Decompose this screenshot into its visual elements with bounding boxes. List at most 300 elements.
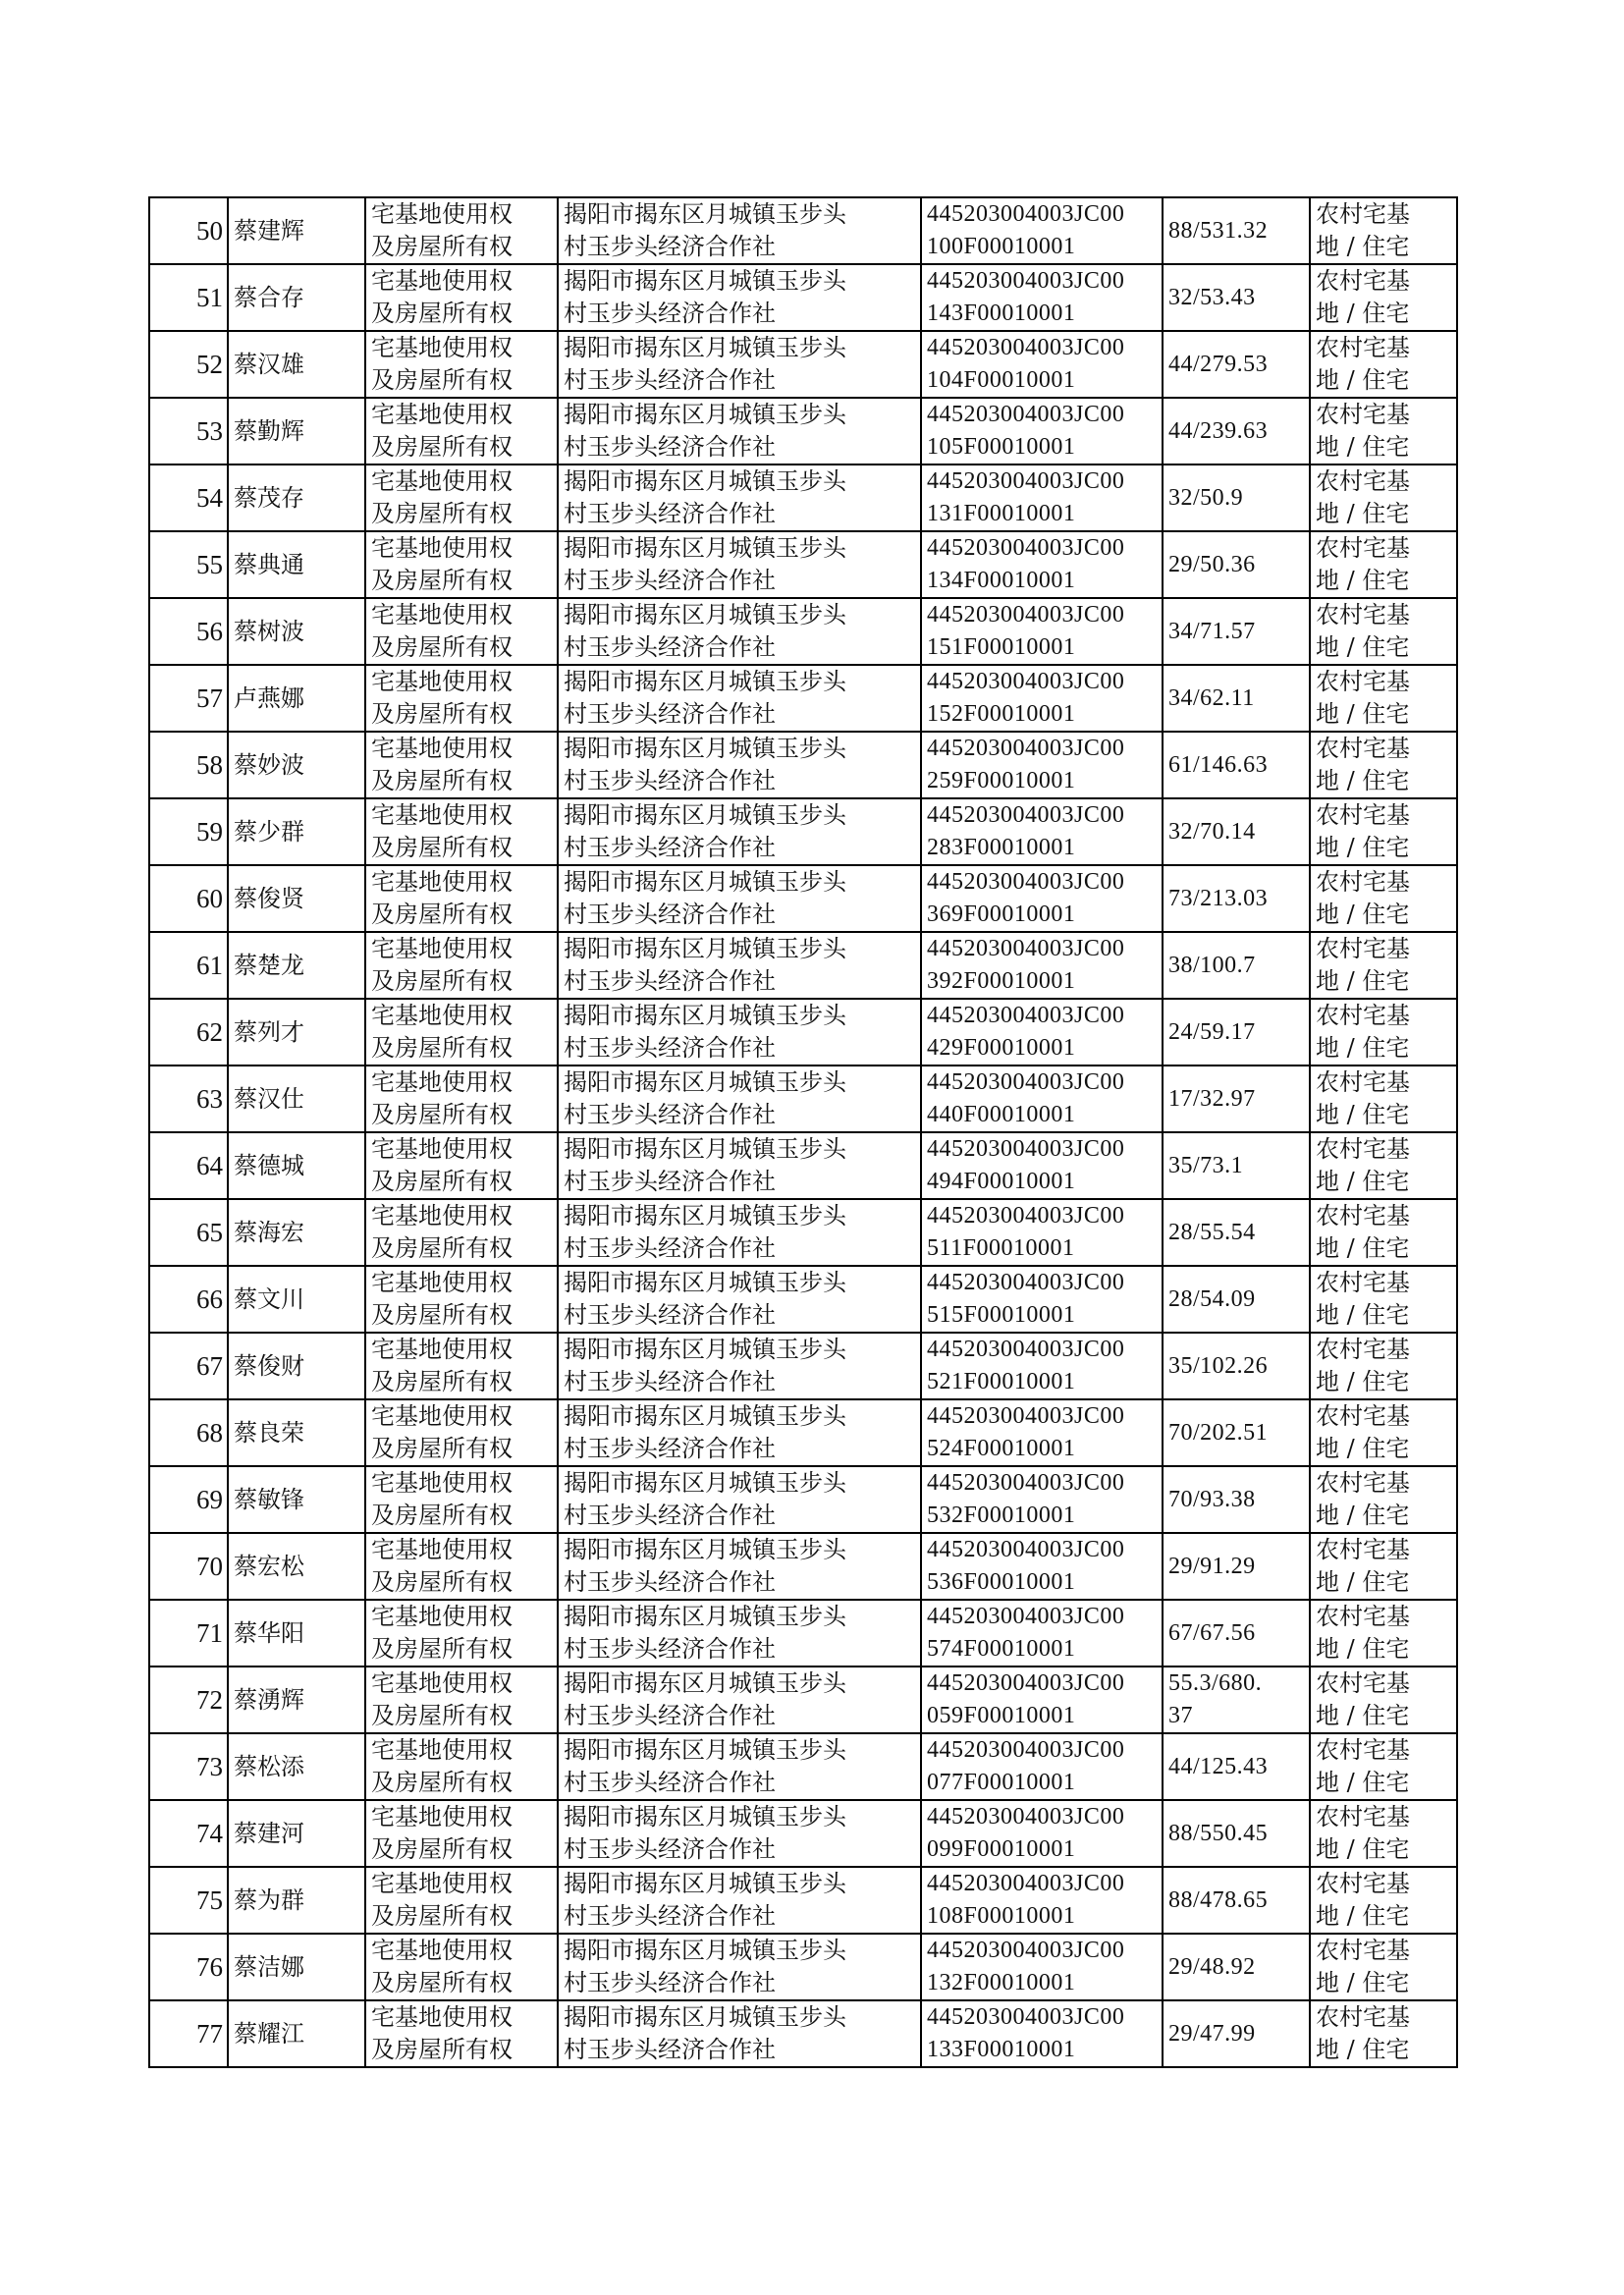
unit-code-line: 532F00010001 bbox=[927, 1503, 1076, 1528]
land-use-line: 农村宅基 bbox=[1316, 668, 1410, 695]
row-number-cell: 57 bbox=[149, 665, 228, 732]
unit-code-line: 445203004003JC00 bbox=[927, 201, 1125, 227]
land-use-line: 地 / 住宅 bbox=[1316, 1902, 1410, 1930]
unit-code-cell bbox=[921, 398, 1163, 464]
holder-name-cell: 蔡德城 bbox=[228, 1132, 365, 1199]
land-owner-cell bbox=[558, 1266, 921, 1333]
land-use-cell bbox=[1310, 1667, 1457, 1733]
unit-code-cell bbox=[921, 1800, 1163, 1867]
land-owner-cell bbox=[558, 1466, 921, 1533]
unit-code-line: 429F00010001 bbox=[927, 1035, 1076, 1061]
land-owner-line: 揭阳市揭东区月城镇玉步头 bbox=[564, 200, 846, 228]
row-number-cell: 77 bbox=[149, 2000, 228, 2067]
unit-code-cell bbox=[921, 1199, 1163, 1266]
land-use-line: 地 / 住宅 bbox=[1316, 1034, 1410, 1062]
land-use-line: 地 / 住宅 bbox=[1316, 1969, 1410, 1996]
unit-code-line: 521F00010001 bbox=[927, 1369, 1076, 1394]
right-type-line: 宅基地使用权 bbox=[371, 668, 513, 695]
area-line: 44/239.63 bbox=[1168, 417, 1269, 444]
land-use-line: 地 / 住宅 bbox=[1316, 1702, 1410, 1729]
land-owner-line: 村玉步头经济合作社 bbox=[564, 1769, 776, 1796]
holder-name-cell: 蔡湧辉 bbox=[228, 1667, 365, 1733]
table-row bbox=[149, 665, 1457, 732]
area-cell bbox=[1163, 464, 1310, 531]
holder-name-cell: 蔡华阳 bbox=[228, 1600, 365, 1667]
land-owner-line: 揭阳市揭东区月城镇玉步头 bbox=[564, 534, 846, 562]
land-owner-line: 村玉步头经济合作社 bbox=[564, 633, 776, 661]
land-use-cell bbox=[1310, 999, 1457, 1066]
unit-code-cell bbox=[921, 1733, 1163, 1800]
table-row bbox=[149, 865, 1457, 932]
table-row bbox=[149, 1600, 1457, 1667]
row-number-cell: 53 bbox=[149, 398, 228, 464]
area-line: 35/102.26 bbox=[1168, 1352, 1269, 1379]
table-row bbox=[149, 1333, 1457, 1399]
land-owner-line: 村玉步头经济合作社 bbox=[564, 233, 776, 260]
unit-code-cell bbox=[921, 999, 1163, 1066]
unit-code-line: 445203004003JC00 bbox=[927, 1136, 1125, 1162]
right-type-cell bbox=[365, 1667, 558, 1733]
holder-name-cell: 蔡耀江 bbox=[228, 2000, 365, 2067]
land-owner-line: 村玉步头经济合作社 bbox=[564, 1902, 776, 1930]
right-type-cell bbox=[365, 1066, 558, 1132]
table-row bbox=[149, 197, 1457, 264]
right-type-line: 宅基地使用权 bbox=[371, 2003, 513, 2031]
unit-code-cell bbox=[921, 197, 1163, 264]
area-line: 88/531.32 bbox=[1168, 217, 1269, 244]
table-row bbox=[149, 1733, 1457, 1800]
unit-code-cell bbox=[921, 464, 1163, 531]
right-type-line: 及房屋所有权 bbox=[371, 1902, 513, 1930]
row-number-cell: 62 bbox=[149, 999, 228, 1066]
land-owner-cell bbox=[558, 865, 921, 932]
area-cell bbox=[1163, 1066, 1310, 1132]
land-owner-line: 村玉步头经济合作社 bbox=[564, 300, 776, 327]
unit-code-line: 151F00010001 bbox=[927, 634, 1076, 660]
holder-name-cell: 蔡俊财 bbox=[228, 1333, 365, 1399]
right-type-cell bbox=[365, 2000, 558, 2067]
area-line: 29/50.36 bbox=[1168, 551, 1256, 577]
unit-code-cell bbox=[921, 2000, 1163, 2067]
land-owner-line: 村玉步头经济合作社 bbox=[564, 834, 776, 861]
table-row bbox=[149, 1132, 1457, 1199]
land-owner-line: 村玉步头经济合作社 bbox=[564, 567, 776, 594]
table-row bbox=[149, 1266, 1457, 1333]
right-type-line: 及房屋所有权 bbox=[371, 834, 513, 861]
right-type-line: 宅基地使用权 bbox=[371, 1536, 513, 1563]
right-type-line: 及房屋所有权 bbox=[371, 1234, 513, 1262]
row-number-cell: 68 bbox=[149, 1399, 228, 1466]
unit-code-cell bbox=[921, 932, 1163, 999]
unit-code-line: 445203004003JC00 bbox=[927, 1069, 1125, 1095]
holder-name-cell: 蔡勤辉 bbox=[228, 398, 365, 464]
area-line: 38/100.7 bbox=[1168, 952, 1256, 978]
area-line: 28/54.09 bbox=[1168, 1285, 1256, 1312]
land-use-line: 地 / 住宅 bbox=[1316, 1835, 1410, 1863]
right-type-line: 宅基地使用权 bbox=[371, 601, 513, 628]
land-owner-cell bbox=[558, 1600, 921, 1667]
land-use-cell bbox=[1310, 1466, 1457, 1533]
unit-code-line: 132F00010001 bbox=[927, 1970, 1076, 1995]
land-use-line: 地 / 住宅 bbox=[1316, 233, 1410, 260]
right-type-line: 宅基地使用权 bbox=[371, 868, 513, 896]
unit-code-cell bbox=[921, 732, 1163, 798]
land-use-line: 农村宅基 bbox=[1316, 868, 1410, 896]
area-cell bbox=[1163, 1600, 1310, 1667]
land-use-line: 农村宅基 bbox=[1316, 1202, 1410, 1229]
right-type-line: 宅基地使用权 bbox=[371, 1603, 513, 1630]
right-type-line: 及房屋所有权 bbox=[371, 300, 513, 327]
row-number-cell: 58 bbox=[149, 732, 228, 798]
unit-code-line: 131F00010001 bbox=[927, 501, 1076, 526]
unit-code-line: 445203004003JC00 bbox=[927, 1470, 1125, 1496]
holder-name-cell: 蔡树波 bbox=[228, 598, 365, 665]
right-type-line: 及房屋所有权 bbox=[371, 901, 513, 928]
land-owner-line: 村玉步头经济合作社 bbox=[564, 1702, 776, 1729]
area-cell bbox=[1163, 1266, 1310, 1333]
right-type-line: 宅基地使用权 bbox=[371, 1736, 513, 1764]
table-row bbox=[149, 331, 1457, 398]
land-use-cell bbox=[1310, 531, 1457, 598]
land-owner-line: 揭阳市揭东区月城镇玉步头 bbox=[564, 334, 846, 361]
right-type-cell bbox=[365, 531, 558, 598]
row-number-cell: 76 bbox=[149, 1934, 228, 2000]
right-type-line: 宅基地使用权 bbox=[371, 334, 513, 361]
land-use-cell bbox=[1310, 1399, 1457, 1466]
unit-code-line: 133F00010001 bbox=[927, 2037, 1076, 2062]
land-use-line: 农村宅基 bbox=[1316, 1135, 1410, 1163]
area-line: 44/125.43 bbox=[1168, 1753, 1269, 1779]
right-type-line: 及房屋所有权 bbox=[371, 1969, 513, 1996]
holder-name-cell: 蔡典通 bbox=[228, 531, 365, 598]
unit-code-line: 445203004003JC00 bbox=[927, 802, 1125, 828]
holder-name-cell: 卢燕娜 bbox=[228, 665, 365, 732]
right-type-cell bbox=[365, 331, 558, 398]
land-owner-line: 村玉步头经济合作社 bbox=[564, 700, 776, 728]
unit-code-cell bbox=[921, 1600, 1163, 1667]
right-type-line: 及房屋所有权 bbox=[371, 1168, 513, 1195]
right-type-line: 及房屋所有权 bbox=[371, 1101, 513, 1128]
right-type-cell bbox=[365, 732, 558, 798]
land-owner-cell bbox=[558, 665, 921, 732]
land-owner-cell bbox=[558, 331, 921, 398]
area-cell bbox=[1163, 1867, 1310, 1934]
right-type-cell bbox=[365, 1466, 558, 1533]
land-owner-line: 村玉步头经济合作社 bbox=[564, 1969, 776, 1996]
row-number-cell: 70 bbox=[149, 1533, 228, 1600]
area-line: 88/550.45 bbox=[1168, 1820, 1269, 1846]
unit-code-line: 445203004003JC00 bbox=[927, 1871, 1125, 1896]
area-line: 67/67.56 bbox=[1168, 1619, 1256, 1646]
area-line: 88/478.65 bbox=[1168, 1886, 1269, 1913]
right-type-line: 宅基地使用权 bbox=[371, 200, 513, 228]
land-use-line: 农村宅基 bbox=[1316, 1736, 1410, 1764]
land-use-cell bbox=[1310, 865, 1457, 932]
land-owner-line: 村玉步头经济合作社 bbox=[564, 500, 776, 527]
right-type-line: 及房屋所有权 bbox=[371, 366, 513, 394]
land-use-line: 地 / 住宅 bbox=[1316, 901, 1410, 928]
table-row bbox=[149, 1934, 1457, 2000]
right-type-line: 宅基地使用权 bbox=[371, 1803, 513, 1831]
land-owner-cell bbox=[558, 1800, 921, 1867]
land-owner-line: 揭阳市揭东区月城镇玉步头 bbox=[564, 1202, 846, 1229]
table-row bbox=[149, 598, 1457, 665]
land-owner-cell bbox=[558, 1667, 921, 1733]
unit-code-line: 077F00010001 bbox=[927, 1770, 1076, 1795]
row-number-cell: 59 bbox=[149, 798, 228, 865]
unit-code-line: 059F00010001 bbox=[927, 1703, 1076, 1728]
land-use-cell bbox=[1310, 2000, 1457, 2067]
unit-code-cell bbox=[921, 331, 1163, 398]
holder-name-cell: 蔡洁娜 bbox=[228, 1934, 365, 2000]
land-owner-line: 揭阳市揭东区月城镇玉步头 bbox=[564, 868, 846, 896]
holder-name-cell: 蔡楚龙 bbox=[228, 932, 365, 999]
table-row bbox=[149, 464, 1457, 531]
area-line: 34/62.11 bbox=[1168, 684, 1255, 711]
land-use-line: 地 / 住宅 bbox=[1316, 500, 1410, 527]
right-type-cell bbox=[365, 1399, 558, 1466]
area-cell bbox=[1163, 531, 1310, 598]
area-cell bbox=[1163, 1199, 1310, 1266]
right-type-line: 宅基地使用权 bbox=[371, 1669, 513, 1697]
registration-table bbox=[148, 196, 1458, 2068]
land-use-cell bbox=[1310, 1533, 1457, 1600]
unit-code-line: 100F00010001 bbox=[927, 234, 1076, 259]
right-type-line: 及房屋所有权 bbox=[371, 1368, 513, 1395]
right-type-cell bbox=[365, 1266, 558, 1333]
land-owner-cell bbox=[558, 197, 921, 264]
unit-code-line: 524F00010001 bbox=[927, 1436, 1076, 1461]
right-type-cell bbox=[365, 1867, 558, 1934]
land-use-line: 农村宅基 bbox=[1316, 267, 1410, 295]
area-line: 61/146.63 bbox=[1168, 751, 1269, 778]
land-use-cell bbox=[1310, 1199, 1457, 1266]
unit-code-cell bbox=[921, 531, 1163, 598]
table-row bbox=[149, 264, 1457, 331]
holder-name-cell: 蔡建河 bbox=[228, 1800, 365, 1867]
land-owner-line: 揭阳市揭东区月城镇玉步头 bbox=[564, 467, 846, 495]
area-line: 34/71.57 bbox=[1168, 618, 1256, 644]
land-owner-cell bbox=[558, 1333, 921, 1399]
land-owner-cell bbox=[558, 531, 921, 598]
unit-code-cell bbox=[921, 665, 1163, 732]
land-owner-line: 揭阳市揭东区月城镇玉步头 bbox=[564, 1336, 846, 1363]
land-owner-line: 揭阳市揭东区月城镇玉步头 bbox=[564, 1469, 846, 1497]
unit-code-line: 445203004003JC00 bbox=[927, 1537, 1125, 1562]
unit-code-line: 515F00010001 bbox=[927, 1302, 1076, 1328]
unit-code-line: 445203004003JC00 bbox=[927, 1270, 1125, 1295]
land-owner-line: 揭阳市揭东区月城镇玉步头 bbox=[564, 1269, 846, 1296]
land-owner-line: 揭阳市揭东区月城镇玉步头 bbox=[564, 735, 846, 762]
area-line: 32/50.9 bbox=[1168, 484, 1244, 511]
table-row bbox=[149, 1399, 1457, 1466]
area-cell bbox=[1163, 1733, 1310, 1800]
right-type-line: 宅基地使用权 bbox=[371, 1269, 513, 1296]
land-use-cell bbox=[1310, 197, 1457, 264]
land-owner-line: 村玉步头经济合作社 bbox=[564, 433, 776, 461]
holder-name-cell: 蔡为群 bbox=[228, 1867, 365, 1934]
unit-code-line: 494F00010001 bbox=[927, 1169, 1076, 1194]
land-owner-line: 村玉步头经济合作社 bbox=[564, 967, 776, 995]
area-cell bbox=[1163, 1399, 1310, 1466]
right-type-cell bbox=[365, 999, 558, 1066]
unit-code-cell bbox=[921, 1867, 1163, 1934]
land-owner-line: 村玉步头经济合作社 bbox=[564, 2036, 776, 2063]
area-line: 29/47.99 bbox=[1168, 2020, 1256, 2047]
row-number-cell: 75 bbox=[149, 1867, 228, 1934]
right-type-line: 及房屋所有权 bbox=[371, 633, 513, 661]
land-use-line: 农村宅基 bbox=[1316, 1803, 1410, 1831]
right-type-line: 及房屋所有权 bbox=[371, 1702, 513, 1729]
area-line: 70/202.51 bbox=[1168, 1419, 1269, 1446]
land-use-cell bbox=[1310, 665, 1457, 732]
unit-code-cell bbox=[921, 1533, 1163, 1600]
row-number-cell: 52 bbox=[149, 331, 228, 398]
right-type-cell bbox=[365, 932, 558, 999]
right-type-line: 宅基地使用权 bbox=[371, 1402, 513, 1430]
land-owner-cell bbox=[558, 1199, 921, 1266]
right-type-line: 宅基地使用权 bbox=[371, 1135, 513, 1163]
land-use-line: 地 / 住宅 bbox=[1316, 767, 1410, 794]
row-number-cell: 71 bbox=[149, 1600, 228, 1667]
right-type-line: 宅基地使用权 bbox=[371, 1068, 513, 1096]
table-row bbox=[149, 2000, 1457, 2067]
land-owner-line: 揭阳市揭东区月城镇玉步头 bbox=[564, 1736, 846, 1764]
land-use-cell bbox=[1310, 798, 1457, 865]
holder-name-cell: 蔡茂存 bbox=[228, 464, 365, 531]
row-number-cell: 63 bbox=[149, 1066, 228, 1132]
area-cell bbox=[1163, 798, 1310, 865]
unit-code-line: 445203004003JC00 bbox=[927, 535, 1125, 561]
unit-code-cell bbox=[921, 1132, 1163, 1199]
right-type-cell bbox=[365, 665, 558, 732]
land-owner-line: 揭阳市揭东区月城镇玉步头 bbox=[564, 668, 846, 695]
land-owner-line: 揭阳市揭东区月城镇玉步头 bbox=[564, 1002, 846, 1029]
land-owner-cell bbox=[558, 398, 921, 464]
unit-code-line: 511F00010001 bbox=[927, 1235, 1075, 1261]
land-use-cell bbox=[1310, 1066, 1457, 1132]
unit-code-line: 536F00010001 bbox=[927, 1569, 1076, 1595]
land-owner-line: 揭阳市揭东区月城镇玉步头 bbox=[564, 2003, 846, 2031]
land-use-line: 地 / 住宅 bbox=[1316, 1368, 1410, 1395]
land-use-cell bbox=[1310, 1867, 1457, 1934]
row-number-cell: 74 bbox=[149, 1800, 228, 1867]
land-use-line: 地 / 住宅 bbox=[1316, 1635, 1410, 1663]
land-owner-cell bbox=[558, 1867, 921, 1934]
area-cell bbox=[1163, 665, 1310, 732]
land-owner-line: 揭阳市揭东区月城镇玉步头 bbox=[564, 1536, 846, 1563]
unit-code-line: 445203004003JC00 bbox=[927, 1804, 1125, 1830]
table-row bbox=[149, 398, 1457, 464]
holder-name-cell: 蔡建辉 bbox=[228, 197, 365, 264]
holder-name-cell: 蔡松添 bbox=[228, 1733, 365, 1800]
unit-code-cell bbox=[921, 1333, 1163, 1399]
area-line: 32/70.14 bbox=[1168, 818, 1256, 845]
land-owner-line: 村玉步头经济合作社 bbox=[564, 901, 776, 928]
land-use-cell bbox=[1310, 598, 1457, 665]
land-use-line: 地 / 住宅 bbox=[1316, 1502, 1410, 1529]
land-use-line: 地 / 住宅 bbox=[1316, 1769, 1410, 1796]
land-use-line: 农村宅基 bbox=[1316, 1603, 1410, 1630]
right-type-line: 宅基地使用权 bbox=[371, 1202, 513, 1229]
land-owner-line: 村玉步头经济合作社 bbox=[564, 1435, 776, 1462]
row-number-cell: 69 bbox=[149, 1466, 228, 1533]
land-use-line: 地 / 住宅 bbox=[1316, 567, 1410, 594]
right-type-line: 宅基地使用权 bbox=[371, 735, 513, 762]
unit-code-cell bbox=[921, 1934, 1163, 2000]
right-type-line: 及房屋所有权 bbox=[371, 1635, 513, 1663]
table-row bbox=[149, 531, 1457, 598]
unit-code-line: 099F00010001 bbox=[927, 1836, 1076, 1862]
land-owner-line: 村玉步头经济合作社 bbox=[564, 1168, 776, 1195]
land-owner-line: 村玉步头经济合作社 bbox=[564, 1034, 776, 1062]
land-use-line: 地 / 住宅 bbox=[1316, 2036, 1410, 2063]
land-use-line: 地 / 住宅 bbox=[1316, 1568, 1410, 1596]
unit-code-line: 259F00010001 bbox=[927, 768, 1076, 793]
table-row bbox=[149, 1199, 1457, 1266]
holder-name-cell: 蔡海宏 bbox=[228, 1199, 365, 1266]
land-owner-line: 村玉步头经济合作社 bbox=[564, 1635, 776, 1663]
row-number-cell: 55 bbox=[149, 531, 228, 598]
holder-name-cell: 蔡敏锋 bbox=[228, 1466, 365, 1533]
unit-code-line: 108F00010001 bbox=[927, 1903, 1076, 1929]
unit-code-line: 105F00010001 bbox=[927, 434, 1076, 460]
right-type-line: 及房屋所有权 bbox=[371, 567, 513, 594]
land-owner-line: 村玉步头经济合作社 bbox=[564, 1301, 776, 1329]
land-use-line: 农村宅基 bbox=[1316, 1870, 1410, 1897]
land-owner-line: 村玉步头经济合作社 bbox=[564, 1234, 776, 1262]
land-owner-cell bbox=[558, 1399, 921, 1466]
right-type-cell bbox=[365, 197, 558, 264]
area-line: 29/91.29 bbox=[1168, 1553, 1256, 1579]
right-type-line: 宅基地使用权 bbox=[371, 1870, 513, 1897]
land-owner-line: 揭阳市揭东区月城镇玉步头 bbox=[564, 801, 846, 829]
unit-code-cell bbox=[921, 1066, 1163, 1132]
land-use-line: 地 / 住宅 bbox=[1316, 366, 1410, 394]
land-use-line: 农村宅基 bbox=[1316, 334, 1410, 361]
land-use-line: 农村宅基 bbox=[1316, 601, 1410, 628]
land-use-line: 地 / 住宅 bbox=[1316, 700, 1410, 728]
land-use-line: 农村宅基 bbox=[1316, 935, 1410, 962]
land-owner-line: 揭阳市揭东区月城镇玉步头 bbox=[564, 267, 846, 295]
right-type-line: 及房屋所有权 bbox=[371, 1301, 513, 1329]
land-use-cell bbox=[1310, 464, 1457, 531]
table-row bbox=[149, 1667, 1457, 1733]
land-owner-cell bbox=[558, 798, 921, 865]
unit-code-line: 445203004003JC00 bbox=[927, 2004, 1125, 2030]
right-type-cell bbox=[365, 264, 558, 331]
right-type-cell bbox=[365, 1600, 558, 1667]
land-use-cell bbox=[1310, 1600, 1457, 1667]
right-type-cell bbox=[365, 865, 558, 932]
table-row bbox=[149, 1533, 1457, 1600]
unit-code-line: 445203004003JC00 bbox=[927, 869, 1125, 895]
land-use-line: 农村宅基 bbox=[1316, 534, 1410, 562]
right-type-cell bbox=[365, 464, 558, 531]
right-type-line: 及房屋所有权 bbox=[371, 1034, 513, 1062]
holder-name-cell: 蔡少群 bbox=[228, 798, 365, 865]
holder-name-cell: 蔡宏松 bbox=[228, 1533, 365, 1600]
unit-code-line: 445203004003JC00 bbox=[927, 602, 1125, 628]
land-use-line: 地 / 住宅 bbox=[1316, 1234, 1410, 1262]
area-line: 32/53.43 bbox=[1168, 284, 1256, 310]
area-cell bbox=[1163, 264, 1310, 331]
unit-code-line: 152F00010001 bbox=[927, 701, 1076, 727]
right-type-cell bbox=[365, 1132, 558, 1199]
land-owner-line: 揭阳市揭东区月城镇玉步头 bbox=[564, 935, 846, 962]
unit-code-line: 369F00010001 bbox=[927, 902, 1076, 927]
land-owner-cell bbox=[558, 999, 921, 1066]
